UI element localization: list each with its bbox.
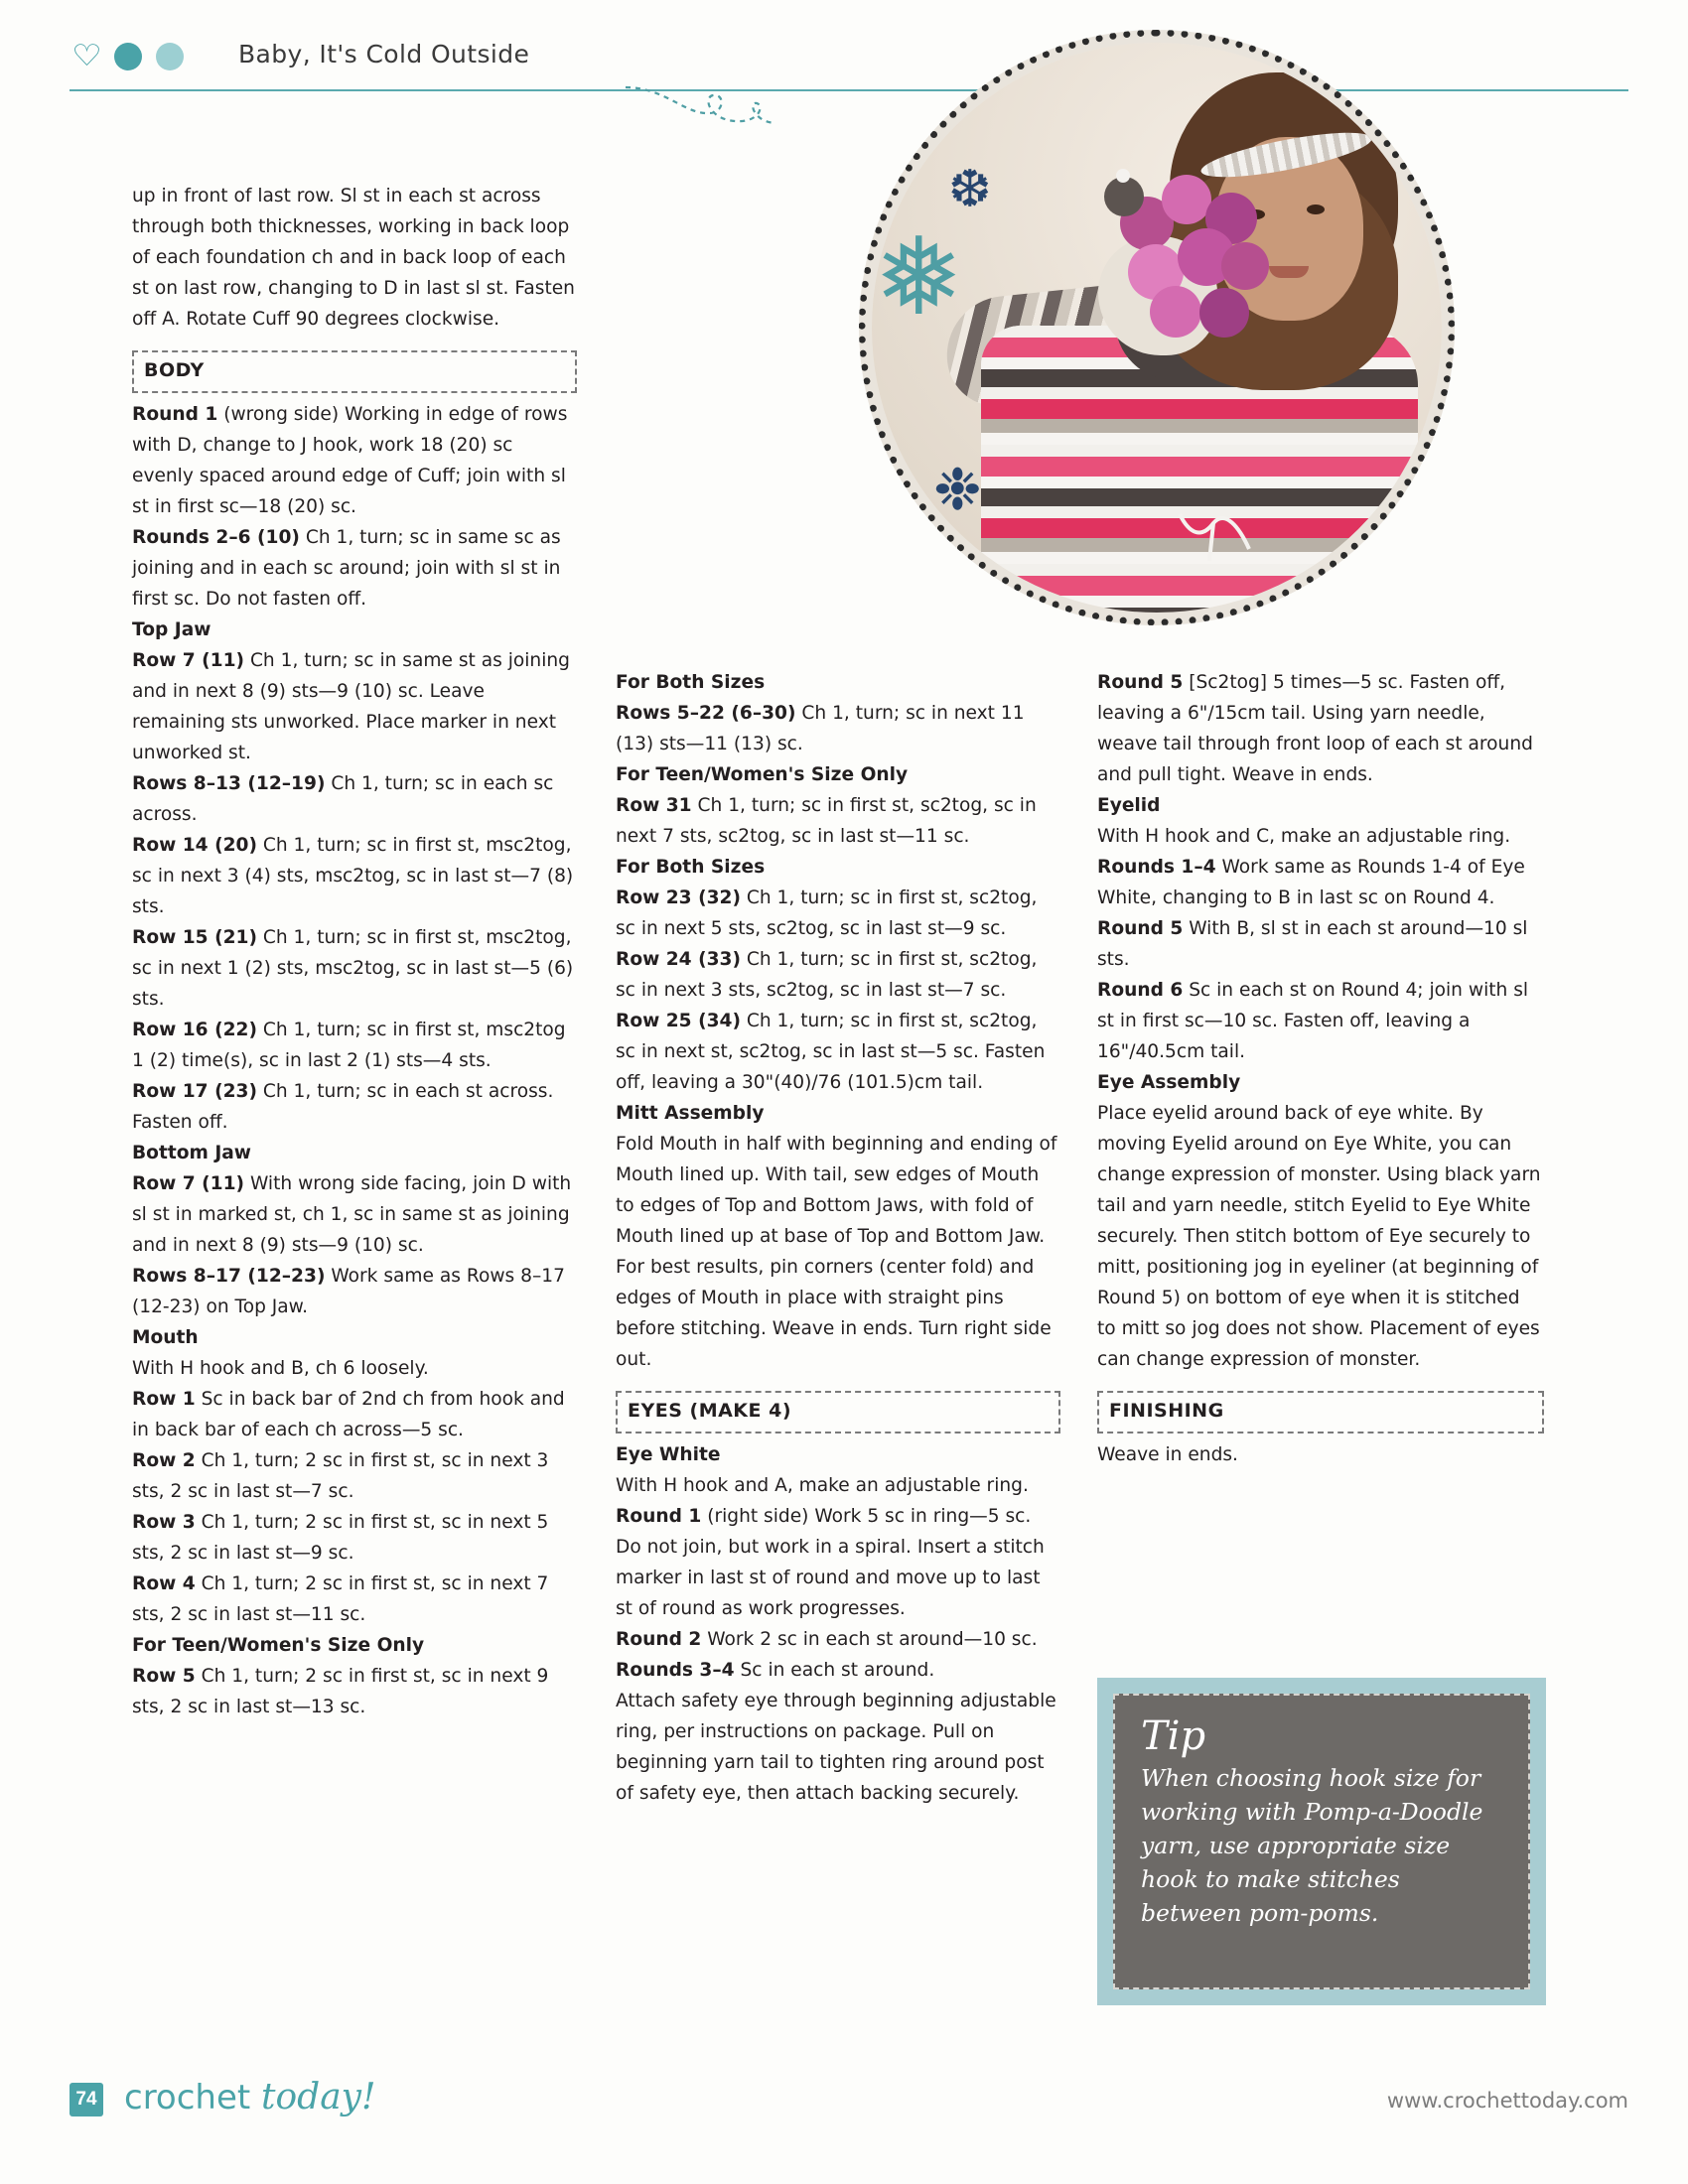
paragraph [616,1624,1060,1655]
paragraph: With H hook and A, make an adjustable ring. [616,1475,1029,1496]
run-text: Ch 1, turn; sc in first st, sc2tog, sc in next 3 sts, sc2tog, sc in last st—7 sc. [616,949,1038,1001]
brand-main: crochet [124,2078,251,2117]
hero-photo [839,10,1475,645]
run-label: Row 25 (34) [616,1011,741,1031]
tip-box-inner [1113,1694,1530,1989]
paragraph: Fold Mouth in half with beginning and ending of Mouth lined up. With tail, sew edges of Mouth to edges of Top and Bottom Jaws, with fold of Mouth lined up at base of Top and Bottom Jaw. For best results, pin corners (center fold) and edges of Mouth in place with straight pins before stitching. Weave in ends. Turn right side out. [616,1134,1057,1370]
paragraph [132,1384,577,1445]
run-text: Ch 1, turn; sc in first st, sc2tog, sc in next 7 sts, sc2tog, sc in last st—11 sc. [616,795,1037,847]
paragraph: With H hook and B, ch 6 loosely. [132,1358,429,1379]
text-column-3 [1097,667,1544,1470]
section-heading-body: BODY [132,350,577,393]
run-text: Ch 1, turn; sc in first st, sc2tog, sc in next st, sc2tog, sc in last st—5 sc. Fasten off, leaving a 30"(40)/76 (101.5)cm tail. [616,1011,1046,1093]
text-column-1 [132,181,577,1722]
run-label: Row 4 [132,1573,196,1594]
run-label: Row 15 (21) [132,927,257,948]
paragraph [132,399,577,522]
run-text: Ch 1, turn; sc in first st, msc2tog 1 (2) time(s), sc in last 2 (1) sts—4 sts. [132,1020,566,1071]
paragraph [616,790,1060,852]
run-label: Rounds 3–4 [616,1660,735,1681]
run-text: Sc in each st around. [734,1660,935,1681]
run-text: Sc in each st on Round 4; join with sl st in first sc—10 sc. Fasten off, leaving a 16"/40.5cm tail. [1097,980,1529,1062]
paragraph [616,1006,1060,1098]
run-label: Round 2 [616,1629,702,1650]
run-label: Row 5 [132,1666,196,1687]
run-text: Sc in back bar of 2nd ch from hook and in back bar of each ch across—5 sc. [132,1389,565,1440]
run-label: Row 2 [132,1450,196,1471]
squiggle-decoration [626,75,864,135]
subheading: Bottom Jaw [132,1143,251,1163]
run-label: Row 24 (33) [616,949,741,970]
header-decoration [70,40,184,72]
run-text: Ch 1, turn; sc in next 11 (13) sts—11 (13) sc. [616,703,1025,754]
paragraph [1097,667,1544,790]
page-footer [70,2077,1628,2136]
run-text: [Sc2tog] 5 times—5 sc. Fasten off, leaving a 6"/15cm tail. Using yarn needle, weave tail through front loop of each st around and pull tight. Weave in ends. [1097,672,1533,785]
paragraph [132,1661,577,1722]
teal-dot-icon [114,43,142,70]
paragraph [616,1501,1060,1624]
paragraph [132,522,577,614]
run-text: Work same as Rows 8–17 (12-23) on Top Jaw. [132,1266,565,1317]
snowflake-icon-medium: ❉ [933,458,982,522]
paragraph [616,883,1060,944]
page-title: Baby, It's Cold Outside [238,40,530,68]
tip-body: When choosing hook size for working with Pomp-a-Doodle yarn, use appropriate size hook to make stitches between pom-poms. [1141,1764,1483,1927]
run-label: Row 31 [616,795,692,816]
tip-box [1097,1678,1546,2005]
run-label: Row 16 (22) [132,1020,257,1040]
run-label: Row 14 (20) [132,835,257,856]
run-label: Row 1 [132,1389,196,1410]
run-label: Round 1 [132,404,218,425]
run-label: Round 1 [616,1506,702,1527]
run-label: Round 5 [1097,672,1184,693]
run-text: Ch 1, turn; 2 sc in first st, sc in next 5 sts, 2 sc in last st—9 sc. [132,1512,549,1564]
run-text: Ch 1, turn; 2 sc in first st, sc in next 3 sts, 2 sc in last st—7 sc. [132,1450,549,1502]
run-text: (wrong side) Working in edge of rows with D, change to J hook, work 18 (20) sc evenly spaced around edge of Cuff; join with sl st in first sc—18 (20) sc. [132,404,568,517]
subheading: For Both Sizes [616,672,766,693]
paragraph: Attach safety eye through beginning adjustable ring, per instructions on package. Pull on beginning yarn tail to tighten ring around post of safety eye, then attach backing securely. [616,1691,1056,1804]
magazine-brand [124,2077,375,2117]
paragraph: With H hook and C, make an adjustable ring. [1097,826,1511,847]
run-text: Ch 1, turn; sc in same sc as joining and in each sc around; join with sl st in first sc. Do not fasten off. [132,527,561,610]
subheading: Eye Assembly [1097,1072,1241,1093]
run-label: Rounds 1–4 [1097,857,1216,878]
section-heading-finishing: FINISHING [1097,1391,1544,1433]
paragraph [132,1261,577,1322]
subheading: For Both Sizes [616,857,766,878]
text-column-2 [616,667,1060,1809]
paragraph [132,1445,577,1507]
run-label: Row 17 (23) [132,1081,257,1102]
paragraph [132,645,577,768]
page-number: 74 [70,2083,103,2116]
section-heading-eyes: EYES (MAKE 4) [616,1391,1060,1433]
run-label: Row 3 [132,1512,196,1533]
run-text: Ch 1, turn; sc in first st, sc2tog, sc in next 5 sts, sc2tog, sc in last st—9 sc. [616,887,1038,939]
subheading: Mouth [132,1327,199,1348]
paragraph [132,1015,577,1076]
run-text: Ch 1, turn; sc in each sc across. [132,773,554,825]
run-text: Ch 1, turn; 2 sc in first st, sc in next 7 sts, 2 sc in last st—11 sc. [132,1573,549,1625]
snowflake-icon-large: ❅ [874,216,964,337]
run-text: Ch 1, turn; 2 sc in first st, sc in next 9 sts, 2 sc in last st—13 sc. [132,1666,549,1717]
run-label: Rounds 2–6 (10) [132,527,300,548]
run-text: Ch 1, turn; sc in first st, msc2tog, sc in next 3 (4) sts, msc2tog, sc in last st—7 (8) sts. [132,835,574,917]
run-text: (right side) Work 5 sc in ring—5 sc. Do not join, but work in a spiral. Insert a stitch marker in last st of round and move up to last st of round as work progresses. [616,1506,1045,1619]
paragraph [132,830,577,922]
paragraph [132,768,577,830]
snowflake-icon-small: ❆ [948,161,992,218]
run-label: Round 6 [1097,980,1184,1001]
run-label: Round 5 [1097,918,1184,939]
run-label: Row 23 (32) [616,887,741,908]
paragraph [132,1569,577,1630]
tip-title: Tip [1141,1713,1206,1759]
subheading: Top Jaw [132,619,211,640]
run-text: Work same as Rounds 1-4 of Eye White, changing to B in last sc on Round 4. [1097,857,1525,908]
subheading: For Teen/Women's Size Only [132,1635,425,1656]
run-text: With B, sl st in each st around—10 sl sts. [1097,918,1528,970]
subheading: For Teen/Women's Size Only [616,764,909,785]
run-text: Ch 1, turn; sc in same st as joining and in next 8 (9) sts—9 (10) sc. Leave remaining sts unworked. Place marker in next unworked st. [132,650,570,763]
run-label: Rows 5–22 (6–30) [616,703,796,724]
brand-italic: today! [261,2077,376,2117]
paragraph [616,1655,1060,1686]
paragraph [616,698,1060,759]
paragraph: Weave in ends. [1097,1444,1238,1465]
run-label: Row 7 (11) [132,1173,245,1194]
run-text: Ch 1, turn; sc in each st across. Fasten off. [132,1081,554,1133]
paragraph: up in front of last row. Sl st in each st across through both thicknesses, working in back loop of each foundation ch and in back loop of each st on last row, changing to D in last sl st. Fasten off A. Rotate Cuff 90 degrees clockwise. [132,186,575,330]
run-label: Rows 8–17 (12–23) [132,1266,326,1287]
paragraph [1097,852,1544,913]
run-label: Rows 8–13 (12–19) [132,773,326,794]
pom-pom-cluster [1110,167,1289,345]
run-text: Work 2 sc in each st around—10 sc. [701,1629,1038,1650]
run-text: With wrong side facing, join D with sl st in marked st, ch 1, sc in same st as joining and in next 8 (9) sts—9 (10) sc. [132,1173,572,1256]
website-url: www.crochettoday.com [1386,2089,1628,2113]
paragraph [132,1076,577,1138]
heart-icon: ♡ [70,40,102,72]
light-teal-dot-icon [156,43,184,70]
paragraph [132,1168,577,1261]
paragraph [616,944,1060,1006]
paragraph [1097,975,1544,1067]
subheading: Eye White [616,1444,721,1465]
paragraph [132,1507,577,1569]
run-label: Row 7 (11) [132,650,245,671]
paragraph [132,922,577,1015]
subheading: Mitt Assembly [616,1103,765,1124]
subheading: Eyelid [1097,795,1161,816]
run-text: Ch 1, turn; sc in first st, msc2tog, sc in next 1 (2) sts, msc2tog, sc in last st—5 (6) sts. [132,927,574,1010]
paragraph [1097,913,1544,975]
paragraph: Place eyelid around back of eye white. By moving Eyelid around on Eye White, you can change expression of monster. Using black yarn tail and yarn needle, stitch Eyelid to Eye White securely. Then stitch bottom of Eye securely to mitt, positioning jog in eyeliner (at beginning of Round 5) on bottom of eye when it is stitched to mitt so jog does not show. Placement of eyes can change expression of monster. [1097,1103,1541,1370]
